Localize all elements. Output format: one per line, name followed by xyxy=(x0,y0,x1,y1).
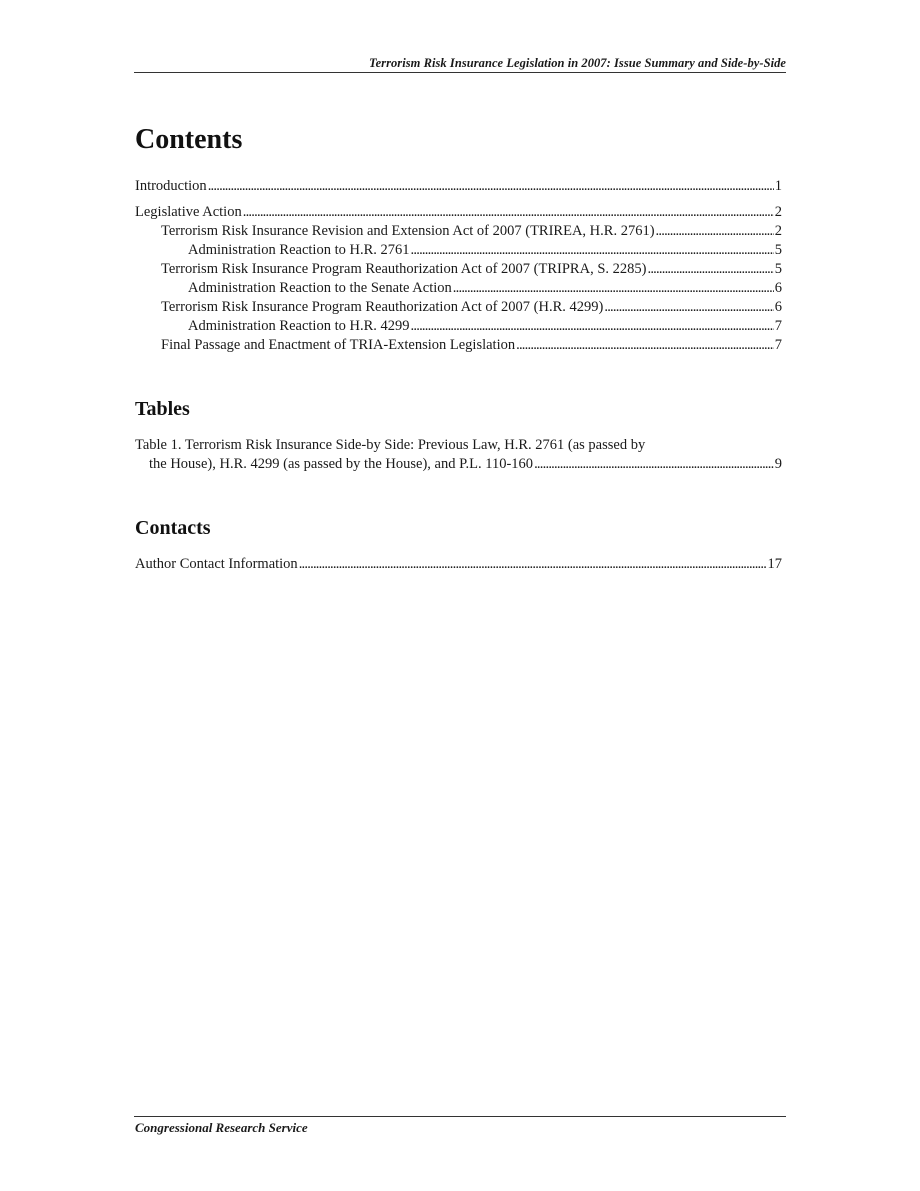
toc-entry-admin-reaction-hr2761[interactable] xyxy=(135,241,782,260)
table-entry-1[interactable] xyxy=(135,436,782,474)
running-header: Terrorism Risk Insurance Legislation in 2007: Issue Summary and Side-by-Side xyxy=(369,56,786,70)
toc-entry-title: Final Passage and Enactment of TRIA-Extension Legislation xyxy=(161,337,516,353)
header-rule xyxy=(134,72,786,73)
tables-list xyxy=(135,436,782,474)
toc-entry-title: Legislative Action xyxy=(135,204,242,220)
footer-rule xyxy=(134,1116,786,1117)
table-entry-title-line1: Table 1. Terrorism Risk Insurance Side-by Side: Previous Law, H.R. 2761 (as passed by xyxy=(135,437,646,453)
table-entry-line2 xyxy=(135,455,782,474)
contents-list xyxy=(135,177,782,355)
table-entry-title-line2: the House), H.R. 4299 (as passed by the House), and P.L. 110-160 xyxy=(149,456,534,472)
toc-entry-hr4299[interactable] xyxy=(135,298,782,317)
toc-entry-page: 6 xyxy=(774,299,782,315)
toc-entry-page: 2 xyxy=(774,204,782,220)
toc-entry-page: 7 xyxy=(774,337,782,353)
toc-entry-introduction[interactable] xyxy=(135,177,782,196)
toc-entry-page: 17 xyxy=(767,556,782,572)
tables-heading: Tables xyxy=(135,398,190,420)
dot-leader xyxy=(656,222,774,241)
toc-entry-page: 6 xyxy=(774,280,782,296)
dot-leader xyxy=(243,203,774,222)
toc-entry-page: 7 xyxy=(774,318,782,334)
toc-entry-admin-reaction-senate[interactable] xyxy=(135,279,782,298)
toc-entry-title: Administration Reaction to H.R. 4299 xyxy=(188,318,410,334)
dot-leader xyxy=(411,241,774,260)
contacts-list xyxy=(135,555,782,574)
footer-text: Congressional Research Service xyxy=(135,1120,308,1135)
contents-heading: Contents xyxy=(135,124,243,155)
dot-leader xyxy=(604,298,773,317)
toc-entry-legislative-action[interactable] xyxy=(135,203,782,222)
dot-leader xyxy=(411,317,774,336)
toc-entry-page: 1 xyxy=(774,178,782,194)
toc-entry-final-passage[interactable] xyxy=(135,336,782,355)
toc-entry-title: Author Contact Information xyxy=(135,556,298,572)
table-entry-page: 9 xyxy=(774,456,782,472)
dot-leader xyxy=(534,455,774,474)
contacts-heading: Contacts xyxy=(135,517,211,539)
toc-entry-trirea[interactable] xyxy=(135,222,782,241)
toc-entry-title: Terrorism Risk Insurance Revision and Extension Act of 2007 (TRIREA, H.R. 2761) xyxy=(161,223,655,239)
toc-entry-page: 5 xyxy=(774,261,782,277)
toc-entry-title: Terrorism Risk Insurance Program Reauthorization Act of 2007 (TRIPRA, S. 2285) xyxy=(161,261,647,277)
toc-entry-title: Terrorism Risk Insurance Program Reauthorization Act of 2007 (H.R. 4299) xyxy=(161,299,604,315)
toc-entry-title: Administration Reaction to the Senate Action xyxy=(188,280,452,296)
dot-leader xyxy=(516,336,774,355)
toc-entry-tripra[interactable] xyxy=(135,260,782,279)
dot-leader xyxy=(453,279,774,298)
toc-entry-title: Administration Reaction to H.R. 2761 xyxy=(188,242,410,258)
toc-entry-author-contact[interactable] xyxy=(135,555,782,574)
toc-entry-title: Introduction xyxy=(135,178,207,194)
toc-entry-page: 5 xyxy=(774,242,782,258)
toc-entry-admin-reaction-hr4299[interactable] xyxy=(135,317,782,336)
dot-leader xyxy=(299,555,767,574)
dot-leader xyxy=(208,177,774,196)
toc-entry-page: 2 xyxy=(774,223,782,239)
dot-leader xyxy=(647,260,773,279)
